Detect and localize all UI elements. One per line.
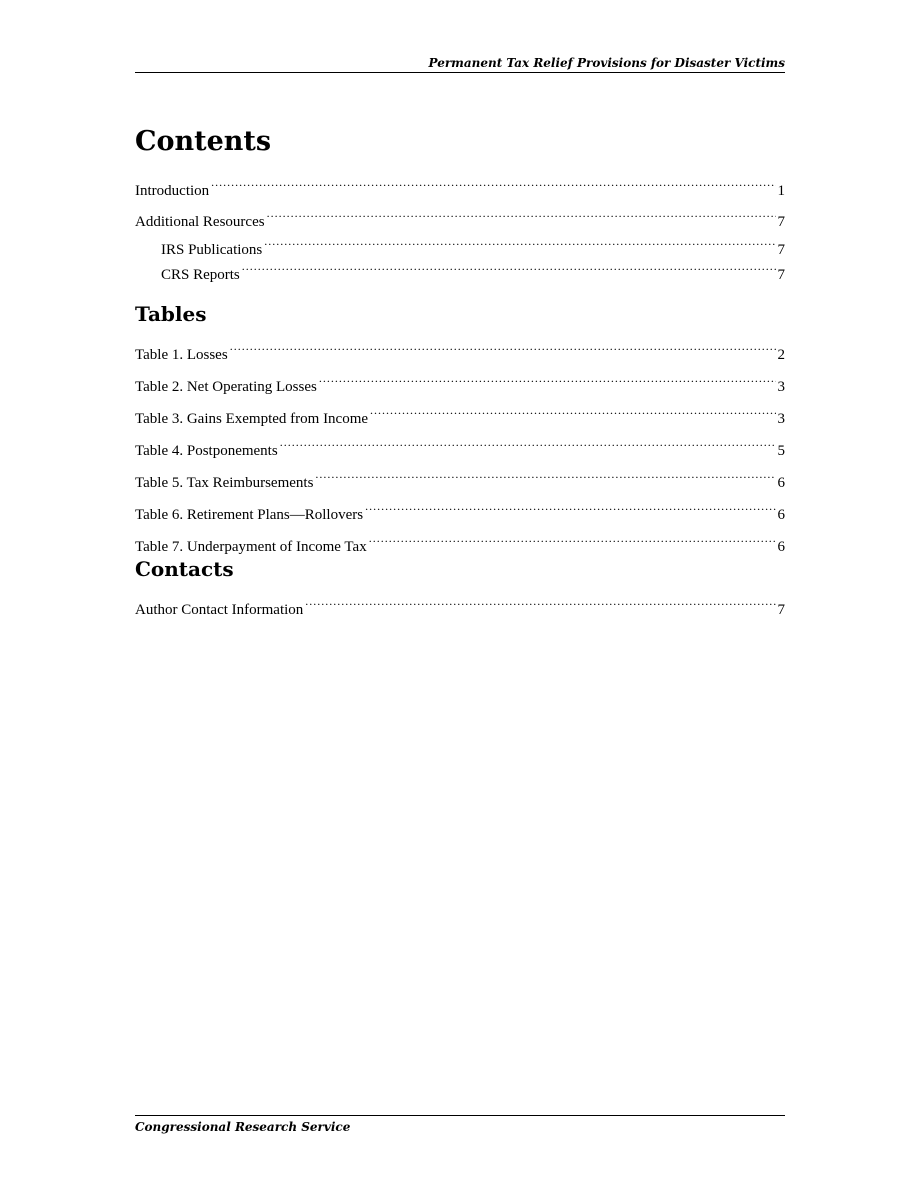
toc-page-number: 7	[777, 602, 785, 618]
toc-entry-label: CRS Reports	[161, 267, 240, 283]
dot-leader	[242, 260, 776, 279]
dot-leader	[319, 372, 776, 391]
toc-entry-label: Table 1. Losses	[135, 347, 228, 363]
toc-entry-label: IRS Publications	[161, 242, 263, 258]
toc-entry-additional-resources[interactable]	[135, 207, 785, 232]
toc-page-number: 3	[777, 411, 785, 427]
dot-leader	[370, 404, 775, 423]
toc-page-number: 7	[777, 214, 785, 230]
toc-page-number: 7	[777, 242, 785, 258]
tables-list	[135, 340, 785, 557]
dot-leader	[315, 468, 775, 487]
toc-entry-table-2[interactable]	[135, 372, 785, 397]
dot-leader	[365, 500, 775, 519]
toc-entry-table-3[interactable]	[135, 404, 785, 429]
toc-entry-label: Additional Resources	[135, 214, 265, 230]
dot-leader	[211, 176, 775, 195]
toc-page-number: 2	[777, 347, 785, 363]
dot-leader	[369, 532, 776, 551]
running-header: Permanent Tax Relief Provisions for Disaster Victims	[135, 56, 785, 73]
toc-page-number: 6	[777, 475, 785, 491]
toc-entry-table-1[interactable]	[135, 340, 785, 365]
toc-entry-label: Author Contact Information	[135, 602, 304, 618]
toc-entry-label: Introduction	[135, 183, 210, 199]
toc-page-number: 5	[777, 443, 785, 459]
toc-page-number: 7	[777, 267, 785, 283]
toc-entry-table-7[interactable]	[135, 532, 785, 557]
toc-entry-table-6[interactable]	[135, 500, 785, 525]
toc-entry-label: Table 3. Gains Exempted from Income	[135, 411, 369, 427]
toc-entry-table-5[interactable]	[135, 468, 785, 493]
toc-page-number: 6	[777, 507, 785, 523]
toc-entry-table-4[interactable]	[135, 436, 785, 461]
toc-page-number: 6	[777, 539, 785, 555]
toc-entry-label: Table 6. Retirement Plans—Rollovers	[135, 507, 364, 523]
toc-page-number: 3	[777, 379, 785, 395]
toc-entry-label: Table 7. Underpayment of Income Tax	[135, 539, 367, 555]
contents-heading: Contents	[135, 126, 272, 157]
contacts-list	[135, 595, 785, 620]
toc-entry-author-contact[interactable]	[135, 595, 785, 620]
document-page	[135, 0, 785, 1191]
contacts-heading: Contacts	[135, 557, 234, 581]
tables-heading: Tables	[135, 302, 207, 326]
running-footer: Congressional Research Service	[135, 1115, 785, 1134]
toc-entry-label: Table 2. Net Operating Losses	[135, 379, 317, 395]
toc-entry-introduction[interactable]	[135, 176, 785, 201]
toc-entry-label: Table 4. Postponements	[135, 443, 278, 459]
dot-leader	[264, 235, 775, 254]
contents-list	[135, 176, 785, 285]
dot-leader	[230, 340, 776, 359]
toc-entry-label: Table 5. Tax Reimbursements	[135, 475, 314, 491]
toc-entry-crs-reports[interactable]	[135, 260, 785, 285]
toc-page-number: 1	[777, 183, 785, 199]
toc-entry-irs-publications[interactable]	[135, 235, 785, 260]
dot-leader	[267, 207, 776, 226]
dot-leader	[305, 595, 775, 614]
dot-leader	[280, 436, 776, 455]
